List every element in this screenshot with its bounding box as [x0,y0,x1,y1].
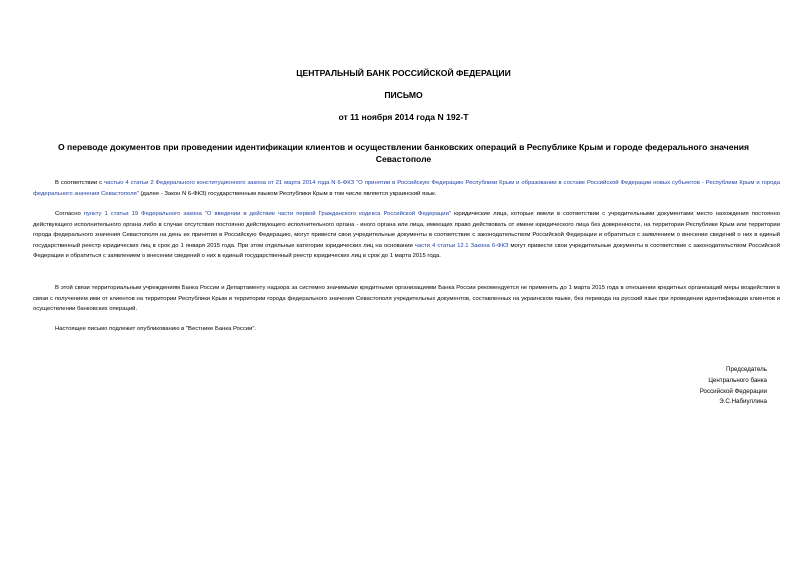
signature-name: Э.С.Набиуллина [719,398,767,406]
paragraph-2-rest: могут привести свои учредительные документы в соответствие с законодательством Российской Федерации и обратиться с заявлением о внесении сведений о них в единый государственный реестр юридических лиц в срок до 1 марта 2015 года. [33,242,780,260]
paragraph-2-intro: Согласно [55,211,84,217]
paragraph-2-body: юридические лица, которые имели в соответствии с учредительными документами место нахождения постоянно действующего исполнительного органа либо в случае отсутствия постоянно действующего исполнительного органа - иного органа или лица, имеющих право действовать от имени юридического лица без доверенности, на территории Республики Крым или территории города федерального значения Севастополя на день их принятия в Российскую Федерацию, могут привести свои учредительные документы в соответствие с законодательством Российской Федерации и обратиться с заявлением о внесении сведений о них в единый государственный реестр юридических лиц в срок до 1 января 2015 года. При этом отдельные категории юридических лиц на основании [33,211,780,249]
issuer-heading: ЦЕНТРАЛЬНЫЙ БАНК РОССИЙСКОЙ ФЕДЕРАЦИИ [296,68,511,78]
document-title: О переводе документов при проведении идентификации клиентов и осуществлении банковских операций в Республике Крым и городе федерального значения Севастополе [57,142,749,164]
paragraph-3: В этой связи территориальным учреждениям Банка России и Департаменту надзора за системно значимыми кредитными организациями Банка России рекомендуется не применять до 1 марта 2015 года в отношении кредитных организаций меры воздействия в связи с получением ими от клиентов на территории Республики Крым и территории города федерального значения Севастополя учредительных документов, составленных на украинском языке, без перевода на русский язык при проведении идентификации клиентов и осуществлении банковских операций. [33,285,780,313]
paragraph-1-rest: (далее - Закон N 6-ФКЗ) государственным языком Республики Крым в том числе является украинский язык. [138,190,437,197]
paragraph-4: Настоящее письмо подлежит опубликованию в "Вестнике Банка России". [55,326,257,332]
signature-title: Председатель [726,366,767,373]
signature-block [567,365,767,408]
civil-code-law-link[interactable]: пункту 1 статьи 19 Федерального закона "О введении в действие части первой Гражданского кодекса Российской Федерации" [83,211,451,217]
law-6-fkz-link[interactable]: частью 4 статьи 2 Федерального конституционного закона от 21 марта 2014 года N 6-ФКЗ "О принятии в Российскую Федерацию Республики Крым и образовании в составе Российской Федерации новых субъектов - Республики Крым и города федерального значения Севастополя" [33,180,781,197]
paragraph-2 [33,209,780,262]
paragraph-1-intro: В соответствии с [55,180,104,186]
date-number-heading: от 11 ноября 2014 года N 192-Т [338,112,469,122]
paragraph-1 [33,178,780,199]
document-type-heading: ПИСЬМО [384,90,423,100]
signature-org: Центрального банка [708,376,767,384]
signature-country: Российской Федерации [699,387,767,395]
law-6-fkz-article-link[interactable]: части 4 статьи 12.1 Закона 6-ФКЗ [414,242,509,249]
